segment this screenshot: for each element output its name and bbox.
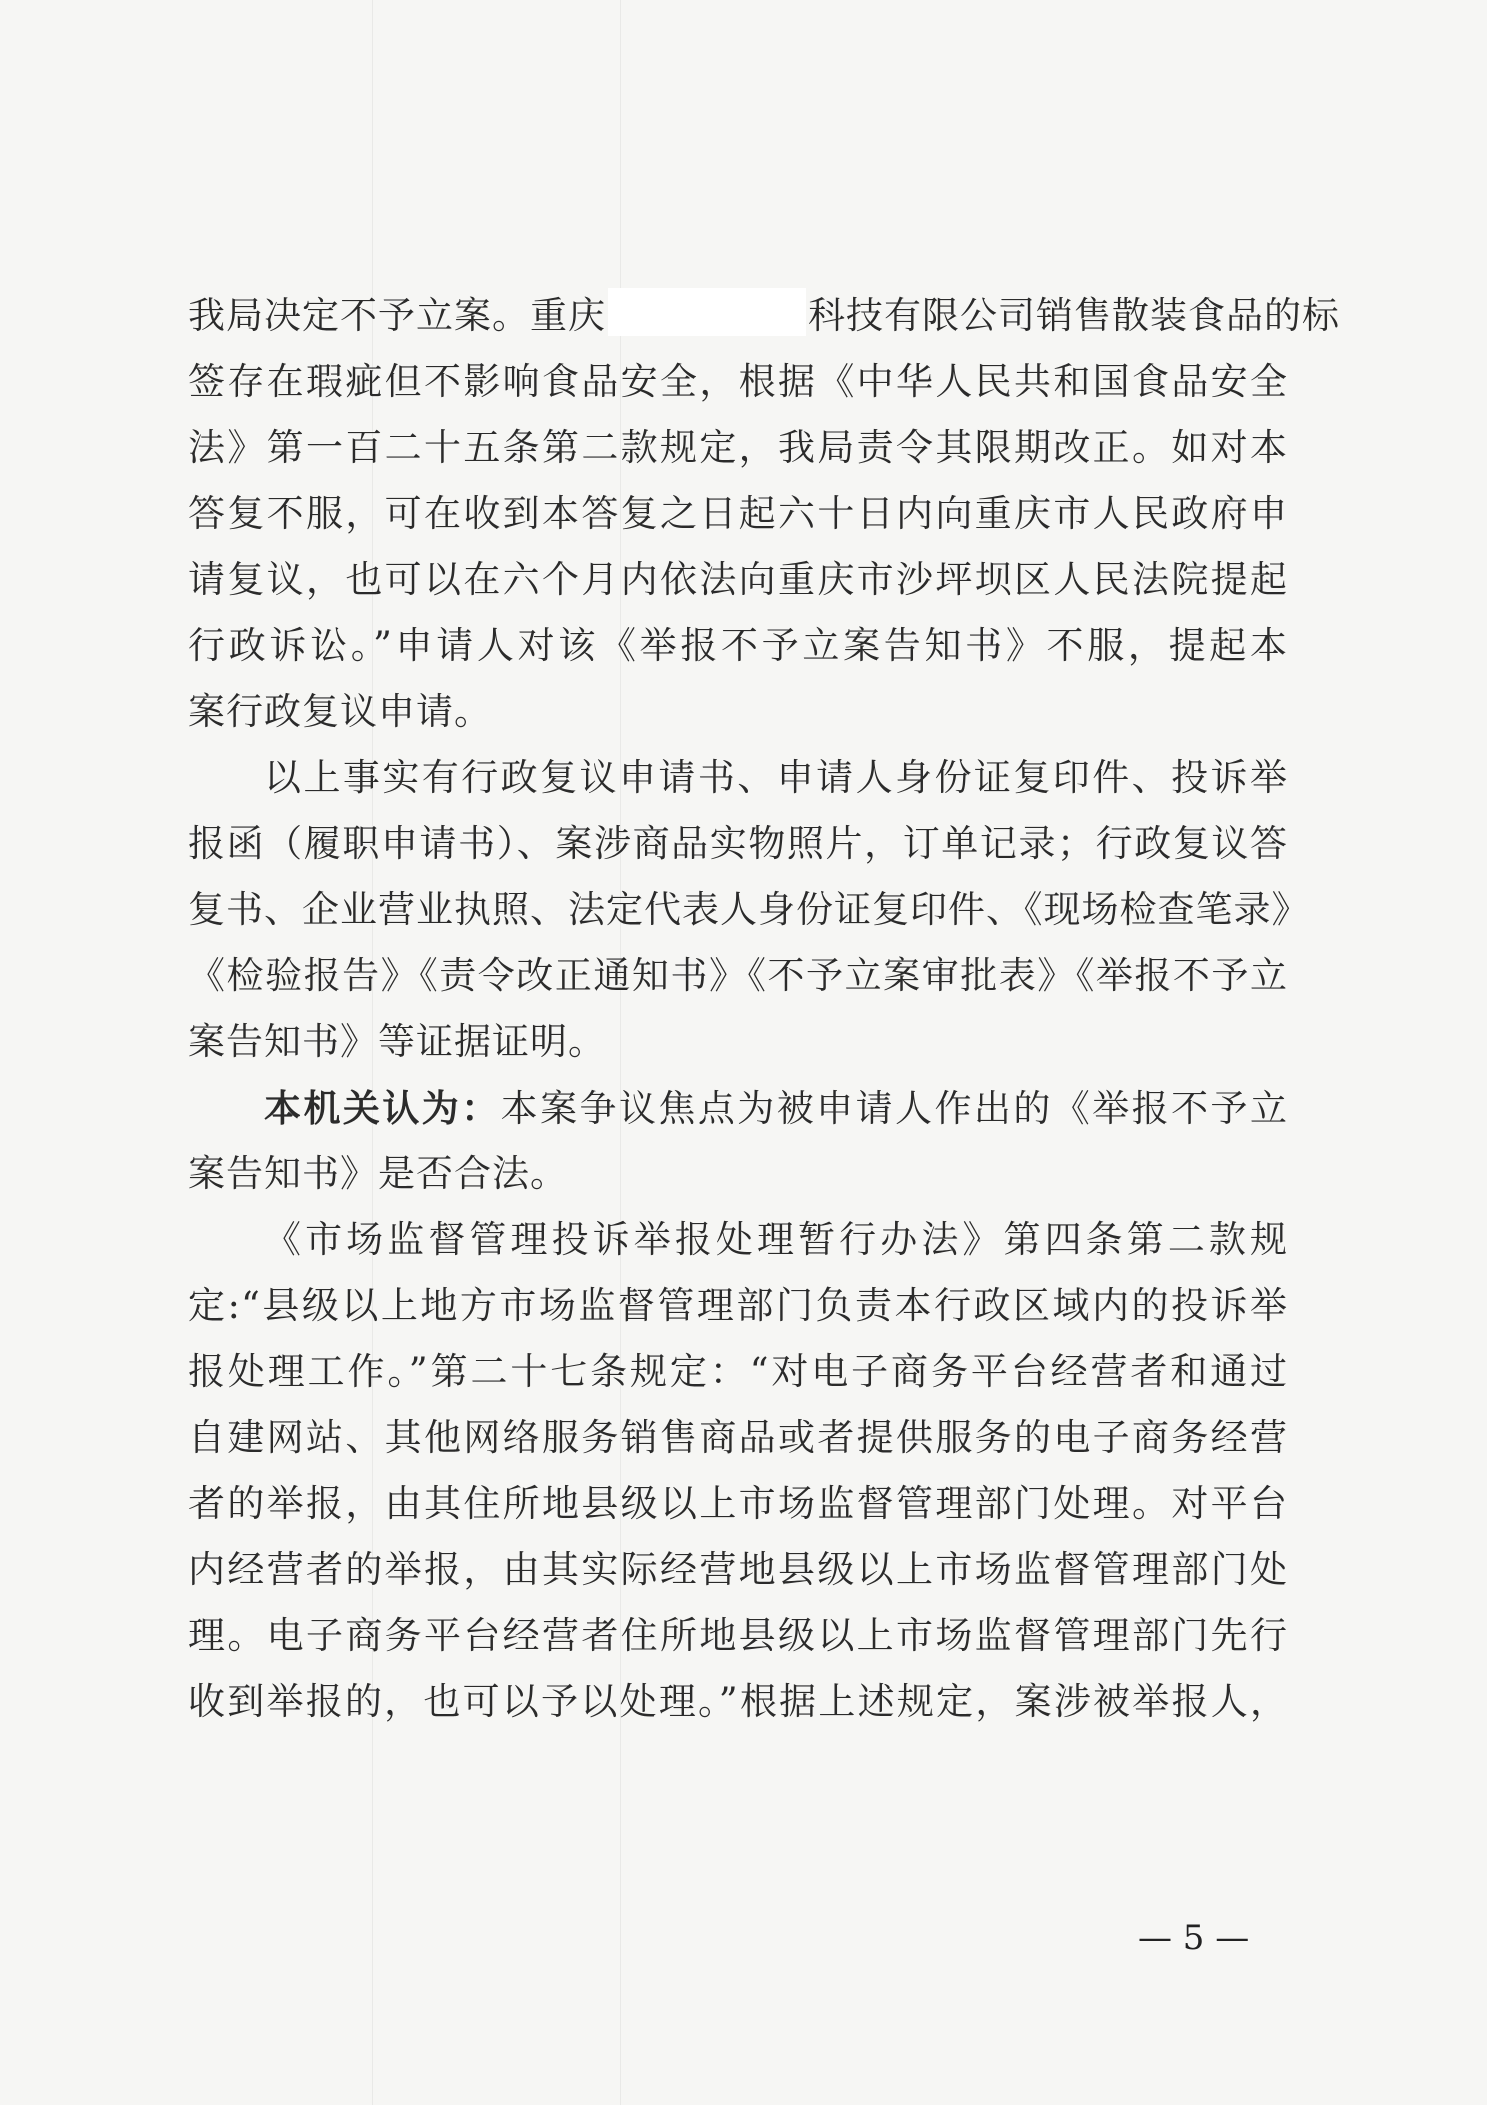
- body-text: [188, 283, 1340, 1735]
- text-line: 报函（履职申请书）、案涉商品实物照片，订单记录；行政复议答: [188, 822, 1288, 865]
- text-line: 案告知书》等证据证明。: [188, 1020, 606, 1063]
- paragraph-evidence: [188, 745, 1310, 1075]
- text-line: 理。电子商务平台经营者住所地县级以上市场监督管理部门先行: [188, 1614, 1288, 1657]
- text-line: 以上事实有行政复议申请书、申请人身份证复印件、投诉举: [264, 756, 1288, 799]
- text-line: 答复不服，可在收到本答复之日起六十日内向重庆市人民政府申: [188, 492, 1288, 535]
- opinion-heading: 本机关认为：: [264, 1086, 501, 1130]
- text-line: 案告知书》是否合法。: [188, 1152, 568, 1195]
- text-line: 本机关认为：本案争议焦点为被申请人作出的《举报不予立: [264, 1086, 1288, 1130]
- text-line: 法》第一百二十五条第二款规定，我局责令其限期改正。如对本: [188, 426, 1288, 469]
- text-line: 内经营者的举报，由其实际经营地县级以上市场监督管理部门处: [188, 1548, 1288, 1591]
- text-line: 定:“县级以上地方市场监督管理部门负责本行政区域内的投诉举: [188, 1284, 1288, 1327]
- redaction-box: [608, 288, 806, 336]
- paragraph-opinion: [188, 1075, 1288, 1207]
- paragraph-regulation: [188, 1207, 1288, 1735]
- text-line: 复书、企业营业执照、法定代表人身份证复印件、《现场检查笔录》: [188, 888, 1310, 931]
- text-line: 请复议，也可以在六个月内依法向重庆市沙坪坝区人民法院提起: [188, 558, 1288, 601]
- text-line: 行政诉讼。”申请人对该《举报不予立案告知书》不服，提起本: [188, 624, 1288, 667]
- text-line: 案行政复议申请。: [188, 690, 492, 733]
- page-number: — 5 —: [1138, 1918, 1250, 1958]
- text-line: 收到举报的，也可以予以处理。”根据上述规定，案涉被举报人，: [188, 1680, 1288, 1723]
- paragraph-decision: [188, 283, 1340, 745]
- text-line: 我局决定不予立案。重庆 科技有限公司销售散装食品的标: [188, 283, 1288, 349]
- text-line: 报处理工作。”第二十七条规定：“对电子商务平台经营者和通过: [188, 1350, 1288, 1393]
- text-line: 《市场监督管理投诉举报处理暂行办法》第四条第二款规: [264, 1218, 1288, 1261]
- text-line: 签存在瑕疵但不影响食品安全，根据《中华人民共和国食品安全: [188, 360, 1288, 403]
- text-line: 自建网站、其他网络服务销售商品或者提供服务的电子商务经营: [188, 1416, 1288, 1459]
- text-line: 《检验报告》《责令改正通知书》《不予立案审批表》《举报不予立: [188, 954, 1288, 997]
- text-line: 者的举报，由其住所地县级以上市场监督管理部门处理。对平台: [188, 1482, 1288, 1525]
